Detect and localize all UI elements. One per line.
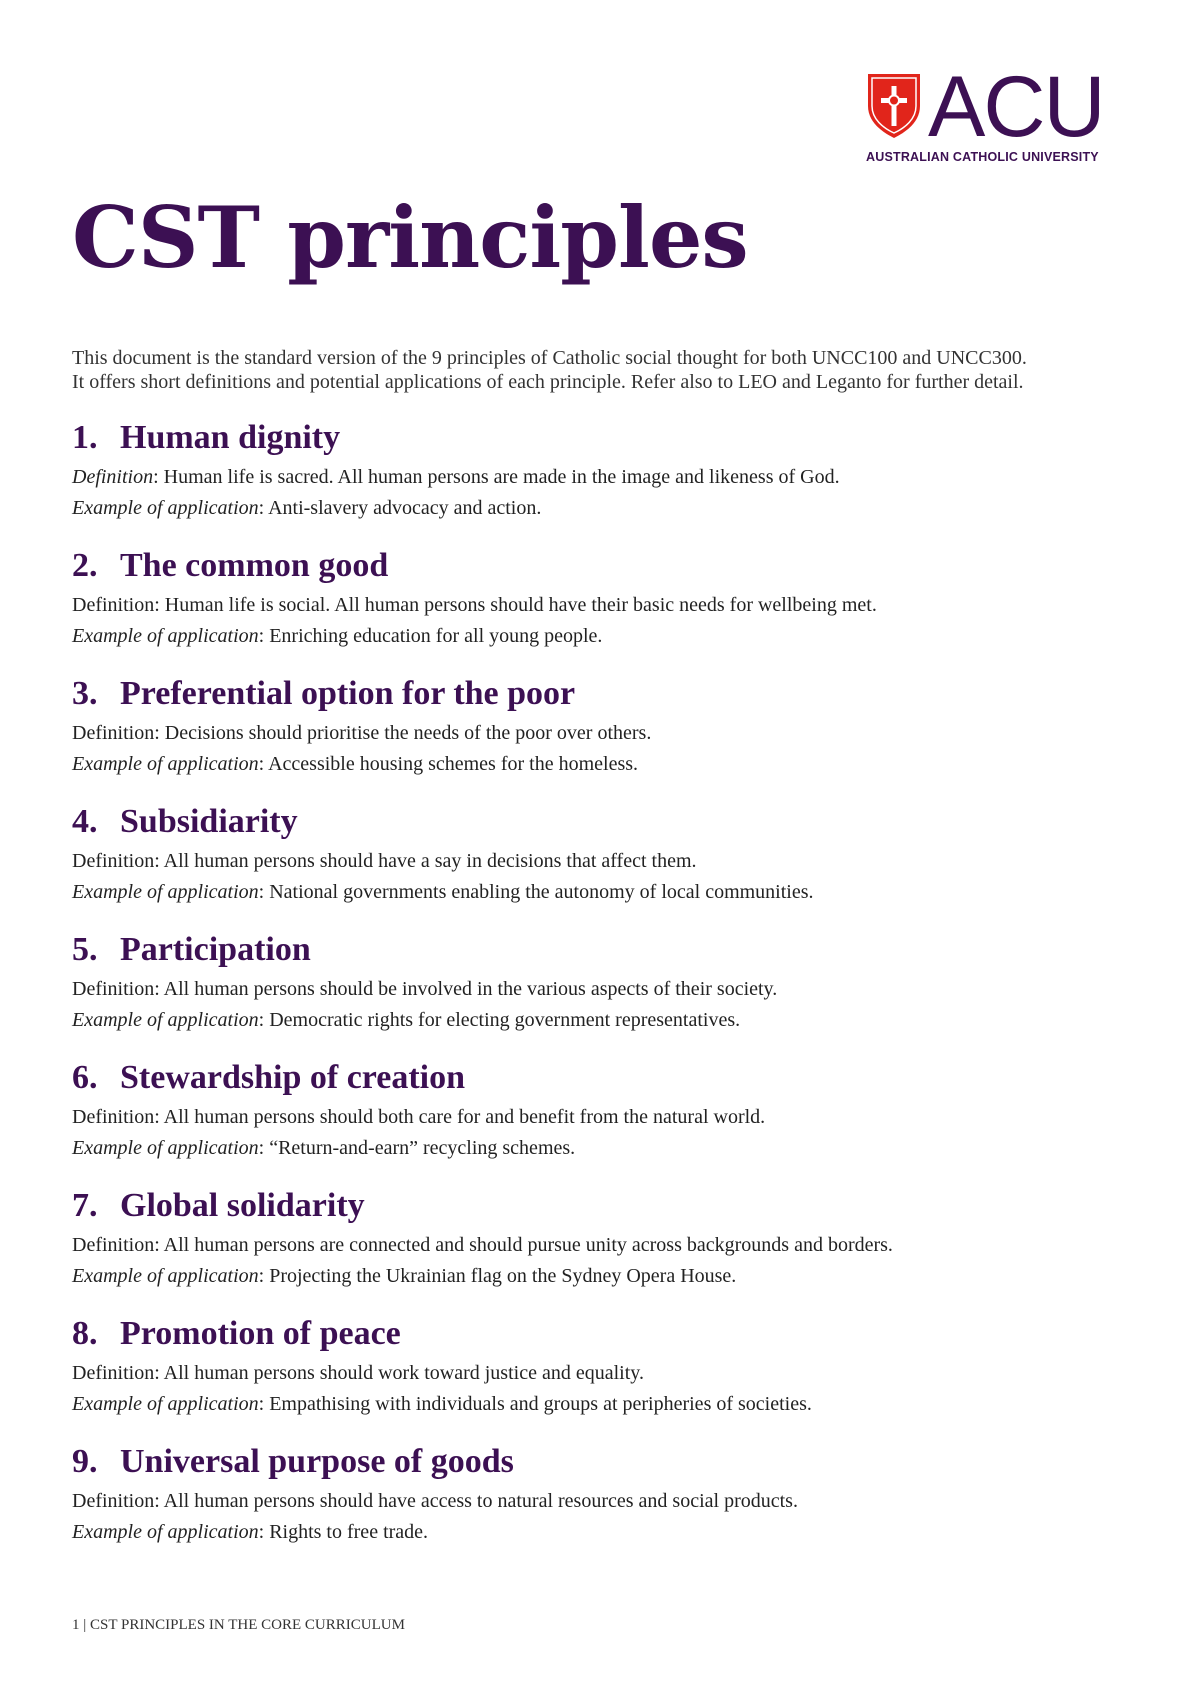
- definition-text: : All human persons should have access to natural resources and social products.: [154, 1490, 798, 1512]
- definition-label: Definition: [72, 1234, 155, 1256]
- principle-number: 2.: [72, 547, 98, 584]
- principle-application: [72, 1005, 1152, 1036]
- principle-number: 7.: [72, 1187, 98, 1224]
- principle-number: 9.: [72, 1443, 98, 1480]
- intro-paragraph: [72, 346, 1162, 394]
- intro-line: This document is the standard version of the 9 principles of Catholic social thought for both UNCC100 and UNCC300.: [72, 347, 1027, 369]
- principle-name: Human dignity: [120, 419, 341, 456]
- application-label: Example of application: [72, 881, 259, 903]
- principle-definition: [72, 846, 1152, 877]
- principle-item: [72, 1442, 1152, 1570]
- principle-name: Universal purpose of goods: [120, 1443, 514, 1480]
- principle-item: [72, 930, 1152, 1058]
- principle-definition: [72, 590, 1152, 621]
- application-text: : Democratic rights for electing government representatives.: [258, 1009, 741, 1031]
- principle-application: [72, 1133, 1152, 1164]
- principle-name: Global solidarity: [120, 1187, 365, 1224]
- principle-application: [72, 621, 1152, 652]
- principle-number: 6.: [72, 1059, 98, 1096]
- definition-text: : All human persons are connected and should pursue unity across backgrounds and borders.: [154, 1234, 893, 1256]
- application-text: : Rights to free trade.: [258, 1521, 429, 1543]
- principle-application: [72, 749, 1152, 780]
- principle-definition: [72, 1102, 1152, 1133]
- application-text: : National governments enabling the autonomy of local communities.: [258, 881, 814, 903]
- principle-name: Participation: [120, 931, 311, 968]
- definition-label: Definition: [72, 978, 155, 1000]
- principle-application: [72, 1261, 1152, 1292]
- principle-number: 1.: [72, 419, 98, 456]
- application-label: Example of application: [72, 1521, 259, 1543]
- principle-application: [72, 1517, 1152, 1548]
- principle-item: [72, 418, 1152, 546]
- principle-heading: [72, 1058, 1152, 1102]
- acu-logo: [866, 59, 1126, 170]
- application-text: : Projecting the Ukrainian flag on the Sydney Opera House.: [258, 1265, 737, 1287]
- intro-line: It offers short definitions and potential applications of each principle. Refer also to LEO and Leganto for further detail.: [72, 371, 1024, 393]
- principle-name: Subsidiarity: [120, 803, 298, 840]
- application-label: Example of application: [72, 625, 259, 647]
- principle-application: [72, 877, 1152, 908]
- principle-application: [72, 1389, 1152, 1420]
- page-footer: 1 | CST PRINCIPLES IN THE CORE CURRICULUM: [72, 1617, 405, 1633]
- definition-label: Definition: [72, 1362, 155, 1384]
- cross-shield-icon: [866, 72, 922, 140]
- principle-definition: [72, 462, 1152, 493]
- principle-name: The common good: [120, 547, 389, 584]
- principle-heading: [72, 1442, 1152, 1486]
- definition-text: : Human life is social. All human persons should have their basic needs for wellbeing met.: [154, 594, 877, 616]
- application-label: Example of application: [72, 1009, 259, 1031]
- application-label: Example of application: [72, 1393, 259, 1415]
- definition-label: Definition: [72, 722, 155, 744]
- definition-label: Definition: [72, 1490, 155, 1512]
- definition-label: Definition: [72, 850, 155, 872]
- principle-item: [72, 1058, 1152, 1186]
- principle-heading: [72, 418, 1152, 462]
- principle-item: [72, 1314, 1152, 1442]
- definition-text: : All human persons should work toward justice and equality.: [154, 1362, 644, 1384]
- principle-item: [72, 674, 1152, 802]
- principle-name: Preferential option for the poor: [120, 675, 576, 712]
- principle-definition: [72, 974, 1152, 1005]
- application-text: : Empathising with individuals and groups at peripheries of societies.: [258, 1393, 812, 1415]
- principle-heading: [72, 1314, 1152, 1358]
- principle-definition: [72, 1486, 1152, 1517]
- principle-heading: [72, 930, 1152, 974]
- principle-heading: [72, 802, 1152, 846]
- definition-text: : All human persons should be involved in the various aspects of their society.: [154, 978, 778, 1000]
- definition-text: : Decisions should prioritise the needs of the poor over others.: [154, 722, 652, 744]
- application-label: Example of application: [72, 1137, 259, 1159]
- principle-heading: [72, 674, 1152, 718]
- principle-item: [72, 546, 1152, 674]
- definition-label: Definition: [72, 1106, 155, 1128]
- logo-subtitle: AUSTRALIAN CATHOLIC UNIVERSITY: [866, 150, 1099, 164]
- definition-text: : All human persons should both care for and benefit from the natural world.: [154, 1106, 766, 1128]
- logo-wordmark: ACU: [928, 59, 1104, 155]
- principle-heading: [72, 1186, 1152, 1230]
- principle-definition: [72, 718, 1152, 749]
- principle-name: Promotion of peace: [120, 1315, 401, 1352]
- definition-label: Definition: [72, 466, 154, 488]
- principle-item: [72, 1186, 1152, 1314]
- application-text: : “Return-and-earn” recycling schemes.: [258, 1137, 576, 1159]
- principles-list: [72, 418, 1152, 1570]
- principle-number: 4.: [72, 803, 98, 840]
- page-title: CST principles: [72, 188, 748, 287]
- application-label: Example of application: [72, 497, 259, 519]
- definition-label: Definition: [72, 594, 155, 616]
- principle-number: 3.: [72, 675, 98, 712]
- application-text: : Accessible housing schemes for the homeless.: [258, 753, 639, 775]
- definition-text: : Human life is sacred. All human persons are made in the image and likeness of God.: [153, 466, 840, 488]
- application-label: Example of application: [72, 1265, 259, 1287]
- application-label: Example of application: [72, 753, 259, 775]
- principle-item: [72, 802, 1152, 930]
- principle-heading: [72, 546, 1152, 590]
- principle-name: Stewardship of creation: [120, 1059, 466, 1096]
- definition-text: : All human persons should have a say in decisions that affect them.: [154, 850, 697, 872]
- principle-number: 5.: [72, 931, 98, 968]
- principle-application: [72, 493, 1152, 524]
- application-text: : Enriching education for all young people.: [258, 625, 603, 647]
- principle-number: 8.: [72, 1315, 98, 1352]
- application-text: : Anti-slavery advocacy and action.: [258, 497, 542, 519]
- principle-definition: [72, 1230, 1152, 1261]
- principle-definition: [72, 1358, 1152, 1389]
